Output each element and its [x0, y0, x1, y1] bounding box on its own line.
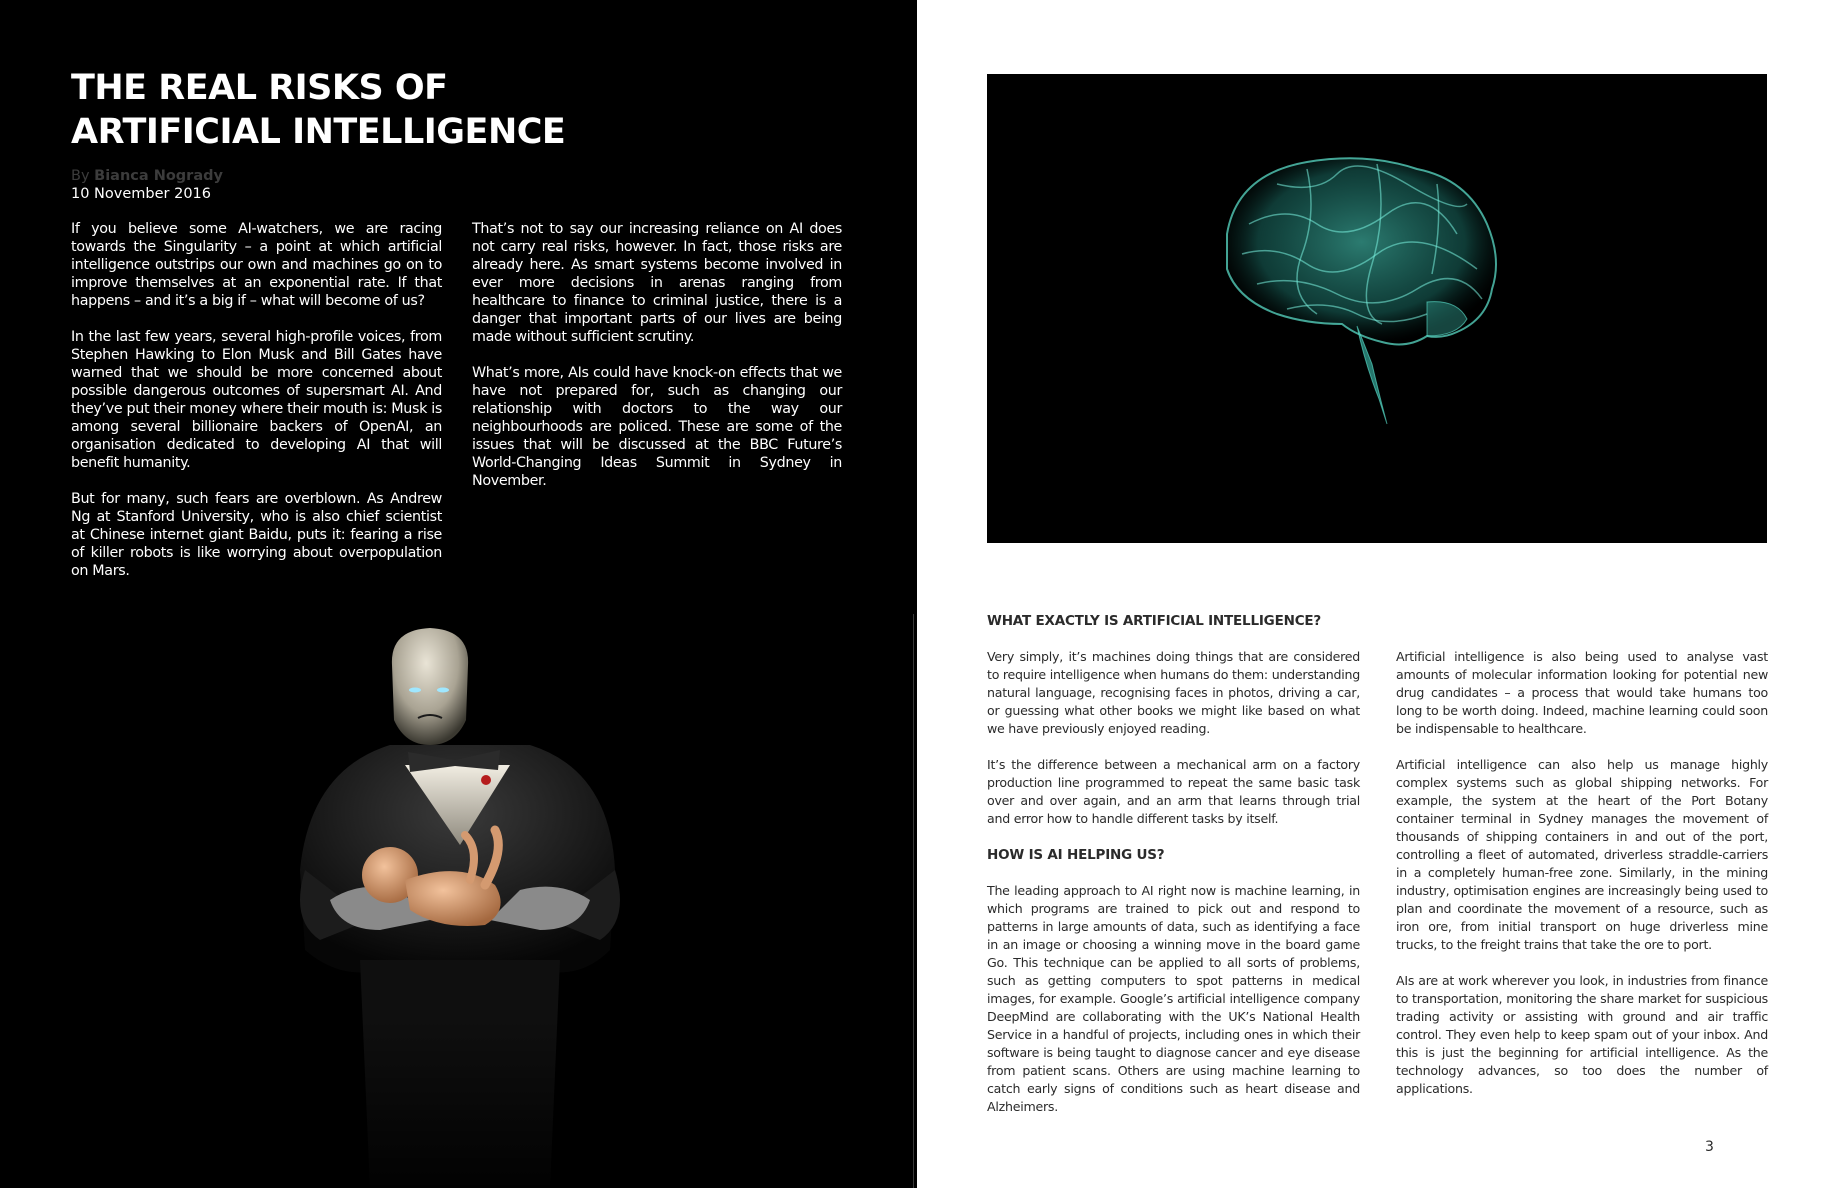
publish-date: 10 November 2016	[71, 186, 212, 202]
paragraph: Very simply, it’s machines doing things that are considered to require intelligence when humans do them: understanding natural language, recognising faces in photos, driving a car, or guessing what other books we might like based on what we have previously enjoyed reading.	[987, 649, 1360, 736]
robot-illustration	[280, 620, 640, 1188]
intro-column-1	[71, 220, 442, 598]
brain-shape	[1227, 158, 1496, 424]
intro-column-2	[472, 220, 842, 508]
title-line-1: THE REAL RISKS OF	[71, 68, 448, 108]
paragraph: Artificial intelligence is also being used to analyse vast amounts of molecular information looking for potential new drug candidates – a process that would take humans too long to be worth doing. Indeed, machine learning could soon be indispensable to healthcare.	[1396, 649, 1768, 736]
author-name: Bianca Nogrady	[94, 168, 223, 184]
paragraph: What’s more, AIs could have knock-on effects that we have not prepared for, such as changing our relationship with doctors to the way our neighbourhoods are policed. These are some of the issues that will be discussed at the BBC Future’s World-Changing Ideas Summit in Sydney in November.	[472, 365, 842, 489]
paragraph: The leading approach to AI right now is machine learning, in which programs are trained to pick out and respond to patterns in large amounts of data, such as identifying a face in an image or choosing a winning move in the board game Go. This technique can be applied to all sorts of problems, such as getting computers to spot patterns in medical images, for example. Google’s artificial intelligence company DeepMind are collaborating with the UK’s National Health Service in a handful of projects, including ones in which their software is being taught to diagnose cancer and eye disease from patient scans. Others are using machine learning to catch early signs of conditions such as heart disease and Alzheimers.	[987, 883, 1360, 1114]
brain-image	[987, 74, 1767, 543]
section-heading-what-is-ai: WHAT EXACTLY IS ARTIFICIAL INTELLIGENCE?	[987, 613, 1322, 629]
byline	[71, 167, 223, 185]
left-page	[0, 0, 917, 1188]
section-heading-how-ai-helps: HOW IS AI HELPING US?	[987, 847, 1165, 863]
body-column-1	[987, 612, 1360, 1134]
page-spine-divider	[913, 614, 914, 1188]
glowing-brain-illustration	[987, 74, 1767, 543]
paragraph: Artificial intelligence can also help us manage highly complex systems such as global shipping networks. For example, the system at the heart of the Port Botany container terminal in Sydney manages the movement of thousands of shipping containers in and out of the port, controlling a fleet of automated, driverless straddle-carriers in a completely human-free zone. Similarly, in the mining industry, optimisation engines are increasingly being used to plan and coordinate the movement of a resource, such as iron ore, from initial transport on huge driverless mine trucks, to the freight trains that take the ore to port.	[1396, 757, 1768, 952]
paragraph: But for many, such fears are overblown. As Andrew Ng at Stanford University, who is also chief scientist at Chinese internet giant Baidu, puts it: fearing a rise of killer robots is like worrying about overpopulation on Mars.	[71, 491, 442, 579]
paragraph: In the last few years, several high-profile voices, from Stephen Hawking to Elon Musk and Bill Gates have warned that we should be more concerned about possible dangerous outcomes of supersmart AI. And they’ve put their money where their mouth is: Musk is among several billionaire backers of OpenAI, an organisation dedicated to developing AI that will benefit humanity.	[71, 329, 442, 471]
article-title	[71, 66, 771, 154]
title-line-2: ARTIFICIAL INTELLIGENCE	[71, 112, 566, 152]
paragraph: It’s the difference between a mechanical arm on a factory production line programmed to repeat the same basic task over and over again, and an arm that learns through trial and error how to handle different tasks by itself.	[987, 757, 1360, 826]
paragraph: That’s not to say our increasing reliance on AI does not carry real risks, however. In fact, those risks are already here. As smart systems become involved in ever more decisions in arenas ranging from healthcare to finance to criminal justice, there is a danger that important parts of our lives are being made without sufficient scrutiny.	[472, 221, 842, 345]
paragraph: If you believe some AI-watchers, we are racing towards the Singularity – a point at which artificial intelligence outstrips our own and machines go on to improve themselves at an exponential rate. If that happens – and it’s a big if – what will become of us?	[71, 221, 442, 309]
paragraph: AIs are at work wherever you look, in industries from finance to transportation, monitoring the share market for suspicious trading activity or assisting with ground and air traffic control. They even help to keep spam out of your inbox. And this is just the beginning for artificial intelligence. As the technology advances, so too does the number of applications.	[1396, 973, 1768, 1096]
body-column-2	[1396, 648, 1768, 1116]
page-number: 3	[1705, 1139, 1714, 1155]
byline-prefix: By	[71, 168, 90, 184]
